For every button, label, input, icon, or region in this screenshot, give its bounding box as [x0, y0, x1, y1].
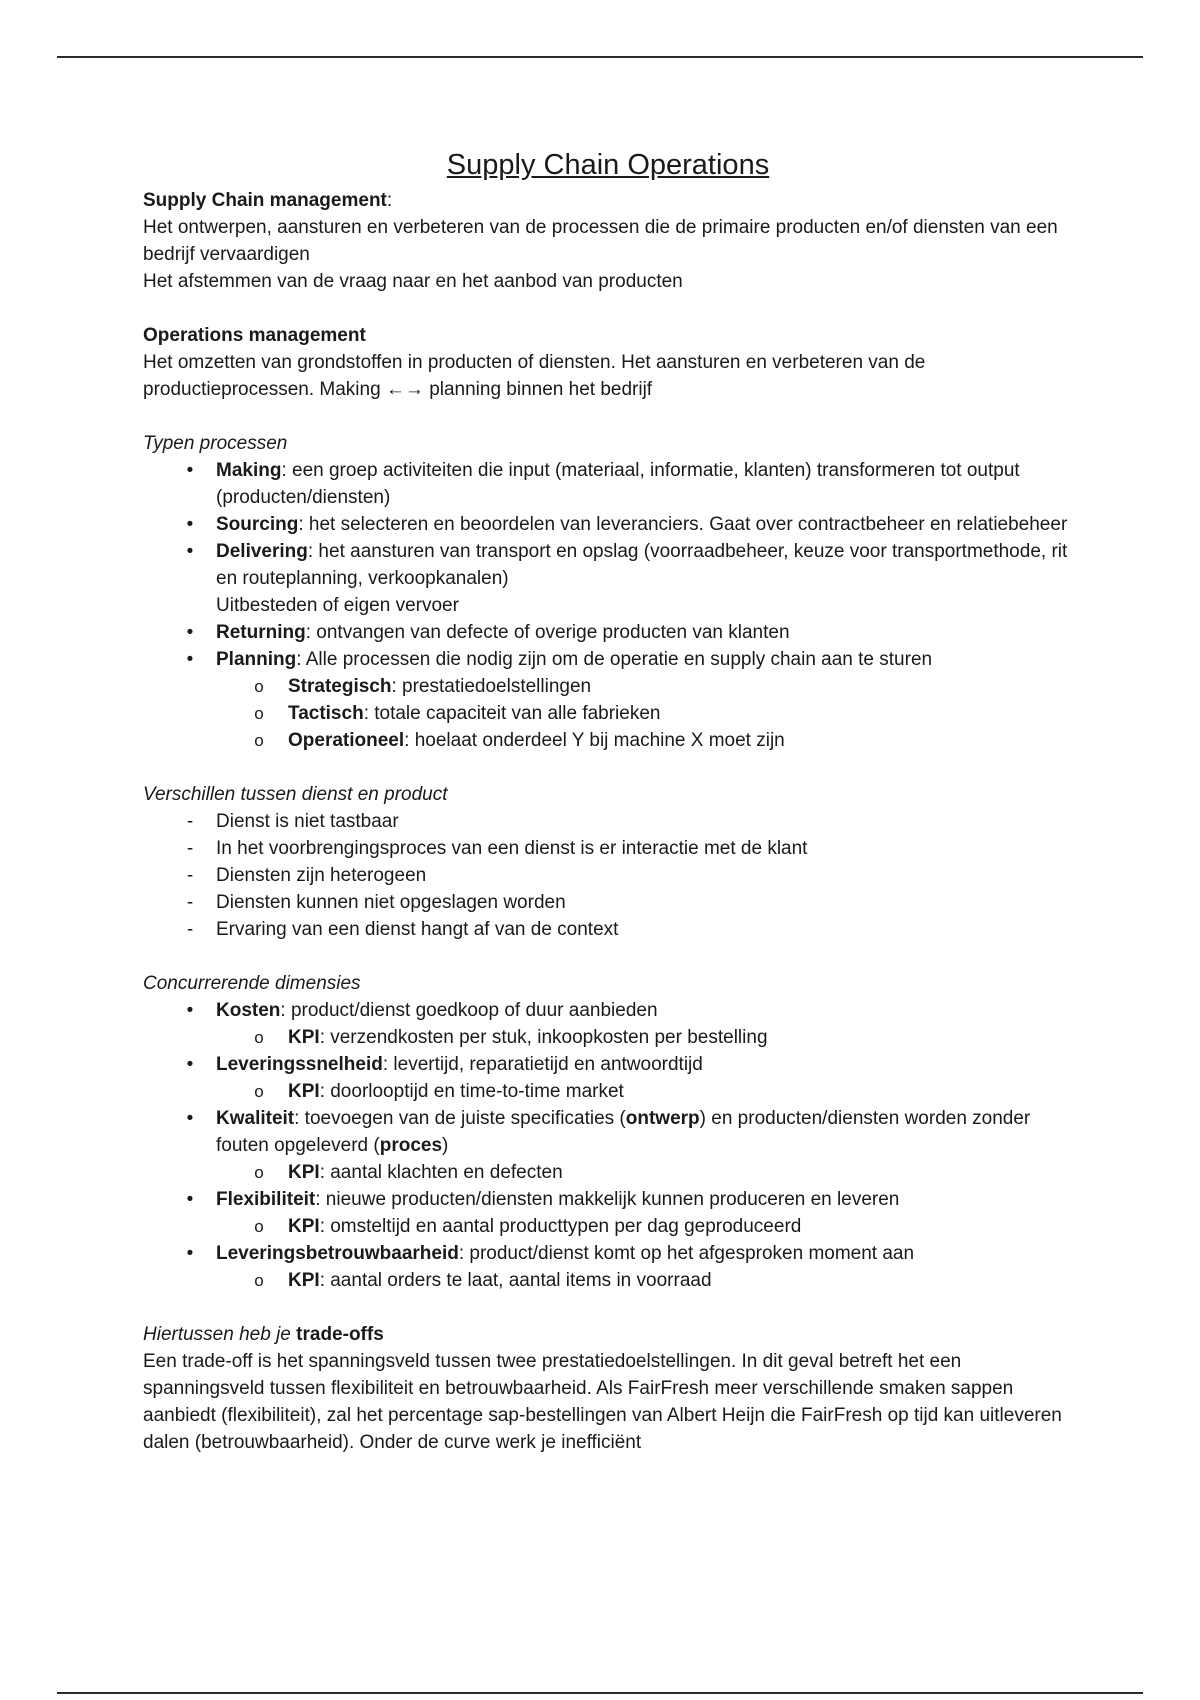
list-item: • Delivering: het aansturen van transport en opslag (voorraadbeheer, keuze voor transportmethode, rit en routeplanning, verkoopkanalen) Uitbesteden of eigen vervoer: [143, 538, 1073, 619]
document-body: [143, 146, 1073, 1456]
bullet-marker: •: [186, 622, 194, 643]
scm-definition-1: Het ontwerpen, aansturen en verbeteren van de processen die de primaire producten en/of diensten van een bedrijf vervaardigen: [143, 217, 1058, 265]
bullet-marker: •: [186, 460, 194, 481]
scm-heading-line: Supply Chain management:: [143, 190, 393, 211]
list-item: o Tactisch: totale capaciteit van alle fabrieken: [143, 700, 1073, 727]
list-item: - Ervaring van een dienst hangt af van de context: [143, 916, 1073, 943]
list-item: - Dienst is niet tastbaar: [143, 808, 1073, 835]
differences-list: [143, 808, 1073, 943]
list-item: o Strategisch: prestatiedoelstellingen: [143, 673, 1073, 700]
processes-heading: Typen processen: [143, 433, 288, 454]
scm-heading: Supply Chain management: [143, 190, 387, 211]
om-definition: Het omzetten van grondstoffen in producten of diensten. Het aansturen en verbeteren van de productieprocessen. Making ←→ planning binnen het bedrijf: [143, 352, 926, 400]
list-item: • Kwaliteit: toevoegen van de juiste specificaties (ontwerp) en producten/diensten worden zonder fouten opgeleverd (proces) o KPI: aantal klachten en defecten: [143, 1105, 1073, 1186]
list-item: • Kosten: product/dienst goedkoop of duur aanbieden o KPI: verzendkosten per stuk, inkoopkosten per bestelling: [143, 997, 1073, 1051]
om-heading-line: [143, 322, 1073, 349]
bullet-marker: •: [186, 649, 194, 670]
list-item: • Planning: Alle processen die nodig zijn om de operatie en supply chain aan te sturen o Strategisch: prestatiedoelstellingen o Tactisch: totale capaciteit van alle fabrieken o Operationeel: hoelaat onderdeel Y bij machine X moet zijn: [143, 646, 1073, 754]
scm-definition-2: Het afstemmen van de vraag naar en het aanbod van producten: [143, 271, 683, 292]
sub-marker: o: [254, 677, 264, 696]
bullet-marker: •: [186, 1108, 194, 1129]
dash-marker: -: [186, 865, 194, 886]
dash-marker: -: [186, 811, 194, 832]
om-heading: Operations management: [143, 325, 366, 346]
tradeoffs-heading: Hiertussen heb je trade-offs: [143, 1324, 384, 1345]
sub-marker: o: [254, 704, 264, 723]
footer-rule: [57, 1692, 1143, 1694]
list-item: • Returning: ontvangen van defecte of overige producten van klanten: [143, 619, 1073, 646]
list-item: • Leveringssnelheid: levertijd, reparatietijd en antwoordtijd o KPI: doorlooptijd en time-to-time market: [143, 1051, 1073, 1105]
bullet-marker: •: [186, 1054, 194, 1075]
list-item: • Making: een groep activiteiten die input (materiaal, informatie, klanten) transformeren tot output (producten/diensten): [143, 457, 1073, 511]
dimensions-list: [143, 997, 1073, 1294]
list-item: - In het voorbrengingsproces van een dienst is er interactie met de klant: [143, 835, 1073, 862]
dimensions-heading: Concurrerende dimensies: [143, 973, 361, 994]
dash-marker: -: [186, 919, 194, 940]
differences-heading: Verschillen tussen dienst en product: [143, 784, 448, 805]
list-item: o KPI: verzendkosten per stuk, inkoopkosten per bestelling: [143, 1024, 1073, 1051]
dash-marker: -: [186, 838, 194, 859]
list-item: • Flexibiliteit: nieuwe producten/diensten makkelijk kunnen produceren en leveren o KPI: omsteltijd en aantal producttypen per dag geproduceerd: [143, 1186, 1073, 1240]
list-item: o KPI: omsteltijd en aantal producttypen per dag geproduceerd: [143, 1213, 1073, 1240]
bullet-marker: •: [186, 1243, 194, 1264]
tradeoffs-text: Een trade-off is het spanningsveld tussen twee prestatiedoelstellingen. In dit geval betreft het een spanningsveld tussen flexibiliteit en betrouwbaarheid. Als FairFresh meer verschillende smaken sappen aanbiedt (flexibiliteit), zal het percentage sap-bestellingen van Albert Heijn die FairFresh op tijd kan uitleveren dalen (betrouwbaarheid). Onder de curve werk je inefficiënt: [143, 1351, 1062, 1453]
header-rule: [57, 56, 1143, 58]
sub-marker: o: [254, 1271, 264, 1290]
list-item: • Sourcing: het selecteren en beoordelen van leveranciers. Gaat over contractbeheer en relatiebeheer: [143, 511, 1073, 538]
sub-marker: o: [254, 1163, 264, 1182]
bullet-marker: •: [186, 541, 194, 562]
list-item: • Leveringsbetrouwbaarheid: product/dienst komt op het afgesproken moment aan o KPI: aantal orders te laat, aantal items in voorraad: [143, 1240, 1073, 1294]
list-item: o KPI: aantal klachten en defecten: [143, 1159, 1073, 1186]
list-item: - Diensten zijn heterogeen: [143, 862, 1073, 889]
bullet-marker: •: [186, 1000, 194, 1021]
sub-marker: o: [254, 731, 264, 750]
list-item: o Operationeel: hoelaat onderdeel Y bij machine X moet zijn: [143, 727, 1073, 754]
process-list: [143, 457, 1073, 754]
list-item: o KPI: aantal orders te laat, aantal items in voorraad: [143, 1267, 1073, 1294]
bullet-marker: •: [186, 514, 194, 535]
planning-sublist: [216, 673, 1073, 754]
page-title: Supply Chain Operations: [446, 149, 770, 181]
list-item: o KPI: doorlooptijd en time-to-time market: [143, 1078, 1073, 1105]
dash-marker: -: [186, 892, 194, 913]
list-item: - Diensten kunnen niet opgeslagen worden: [143, 889, 1073, 916]
sub-marker: o: [254, 1028, 264, 1047]
sub-marker: o: [254, 1082, 264, 1101]
bullet-marker: •: [186, 1189, 194, 1210]
sub-marker: o: [254, 1217, 264, 1236]
